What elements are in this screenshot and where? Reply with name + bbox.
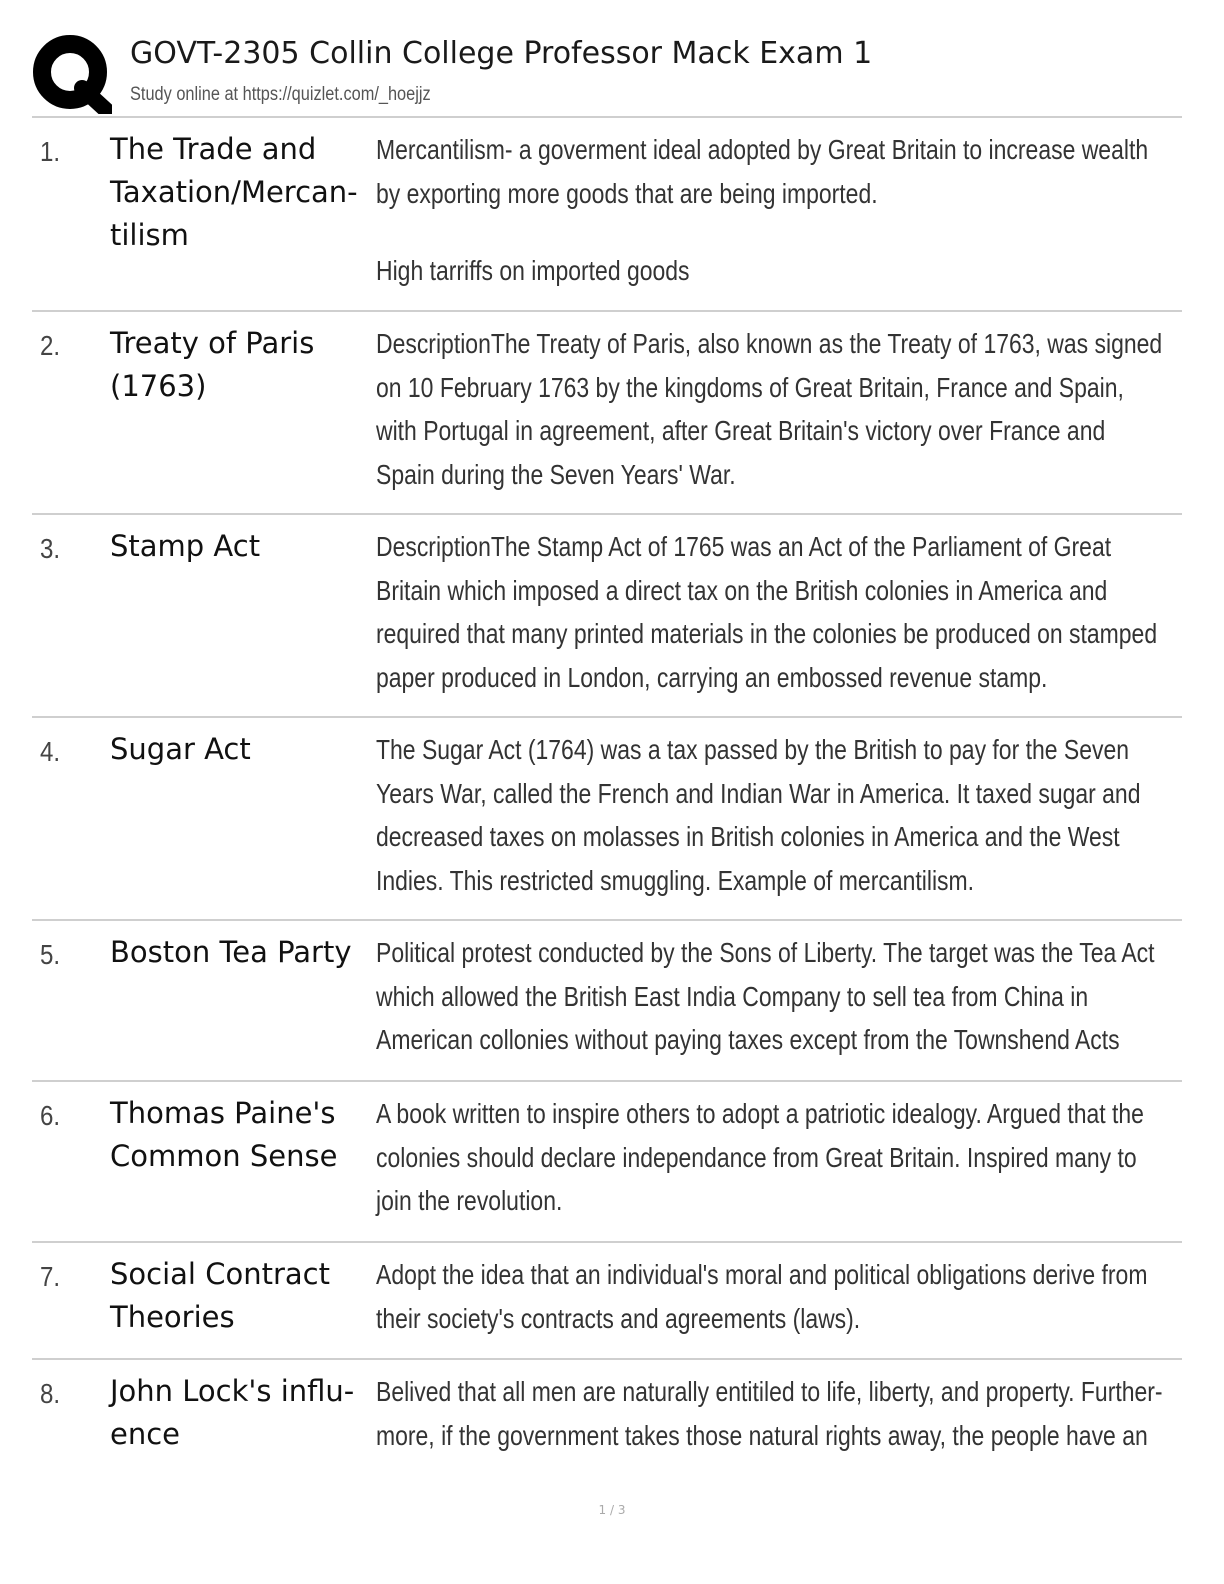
card-definition bbox=[376, 322, 1166, 496]
flashcard-row bbox=[32, 718, 1182, 921]
card-term: Boston Tea Party bbox=[110, 935, 352, 969]
card-number: 3. bbox=[40, 533, 61, 564]
flashcard-row bbox=[32, 1082, 1182, 1243]
card-number: 6. bbox=[40, 1100, 61, 1131]
definition-paragraph: A book written to inspire others to adopt a patriotic idealogy. Argued that the colonies should declare independance from Great Britain. Inspired many to join the revolution. bbox=[376, 1098, 1144, 1216]
card-number: 1. bbox=[40, 136, 61, 167]
card-definition bbox=[376, 1092, 1166, 1223]
card-definition bbox=[376, 931, 1166, 1062]
card-term: The Trade and Taxation/Mercan-tilism bbox=[110, 132, 358, 252]
definition-paragraph: High tarriffs on imported goods bbox=[376, 255, 690, 286]
definition-paragraph: Adopt the idea that an individual's moral and political obligations derive from their society's contracts and agreements (laws). bbox=[376, 1259, 1148, 1334]
card-term: Thomas Paine's Common Sense bbox=[110, 1096, 338, 1173]
definition-paragraph: Political protest conducted by the Sons of Liberty. The target was the Tea Act which allowed the British East India Company to sell tea from China in American collonies without paying taxes except from the Townshend Acts bbox=[376, 937, 1155, 1055]
card-number: 4. bbox=[40, 736, 61, 767]
study-online-link[interactable]: Study online at https://quizlet.com/_hoejjz bbox=[130, 84, 431, 105]
card-term: Social Contract Theories bbox=[110, 1257, 330, 1334]
card-number: 8. bbox=[40, 1378, 61, 1409]
card-number: 5. bbox=[40, 939, 61, 970]
card-definition bbox=[376, 1370, 1166, 1457]
card-number: 7. bbox=[40, 1261, 61, 1292]
flashcard-row bbox=[32, 921, 1182, 1082]
card-term: Stamp Act bbox=[110, 529, 261, 563]
quizlet-q-logo-icon bbox=[32, 34, 112, 114]
flashcard-list bbox=[32, 118, 1182, 1480]
card-term: John Lock's influ-ence bbox=[110, 1374, 355, 1451]
flashcard-row bbox=[32, 312, 1182, 515]
definition-paragraph: DescriptionThe Stamp Act of 1765 was an Act of the Parliament of Great Britain which imposed a direct tax on the British colonies in America and required that many printed materials in the colonies be produced on stamped paper produced in London, carrying an embossed revenue stamp. bbox=[376, 531, 1158, 693]
page-number: 1 / 3 bbox=[598, 1503, 626, 1517]
flashcard-row bbox=[32, 515, 1182, 718]
card-term: Sugar Act bbox=[110, 732, 251, 766]
definition-paragraph: The Sugar Act (1764) was a tax passed by the British to pay for the Seven Years War, called the French and Indian War in America. It taxed sugar and decreased taxes on molasses in British colonies in America and the West Indies. This restricted smuggling. Example of mercantilism. bbox=[376, 734, 1141, 896]
card-definition bbox=[376, 525, 1166, 699]
card-definition bbox=[376, 128, 1166, 293]
card-definition bbox=[376, 728, 1166, 902]
flashcard-row bbox=[32, 118, 1182, 312]
page-header bbox=[32, 30, 1182, 116]
flashcard-row bbox=[32, 1360, 1182, 1480]
definition-paragraph: Mercantilism- a goverment ideal adopted by Great Britain to increase wealth by exporting more goods that are being imported. bbox=[376, 134, 1149, 209]
definition-paragraph: Belived that all men are naturally entitiled to life, liberty, and property. Further-more, if the government takes those natural rights away, the people have an bbox=[376, 1376, 1163, 1451]
page-title: GOVT-2305 Collin College Professor Mack Exam 1 bbox=[130, 36, 873, 71]
definition-paragraph: DescriptionThe Treaty of Paris, also known as the Treaty of 1763, was signed on 10 February 1763 by the kingdoms of Great Britain, France and Spain, with Portugal in agreement, after Great Britain's victory over France and Spain during the Seven Years' War. bbox=[376, 328, 1163, 490]
flashcard-row bbox=[32, 1243, 1182, 1360]
card-number: 2. bbox=[40, 330, 61, 361]
card-term: Treaty of Paris (1763) bbox=[110, 326, 315, 403]
card-definition bbox=[376, 1253, 1166, 1340]
